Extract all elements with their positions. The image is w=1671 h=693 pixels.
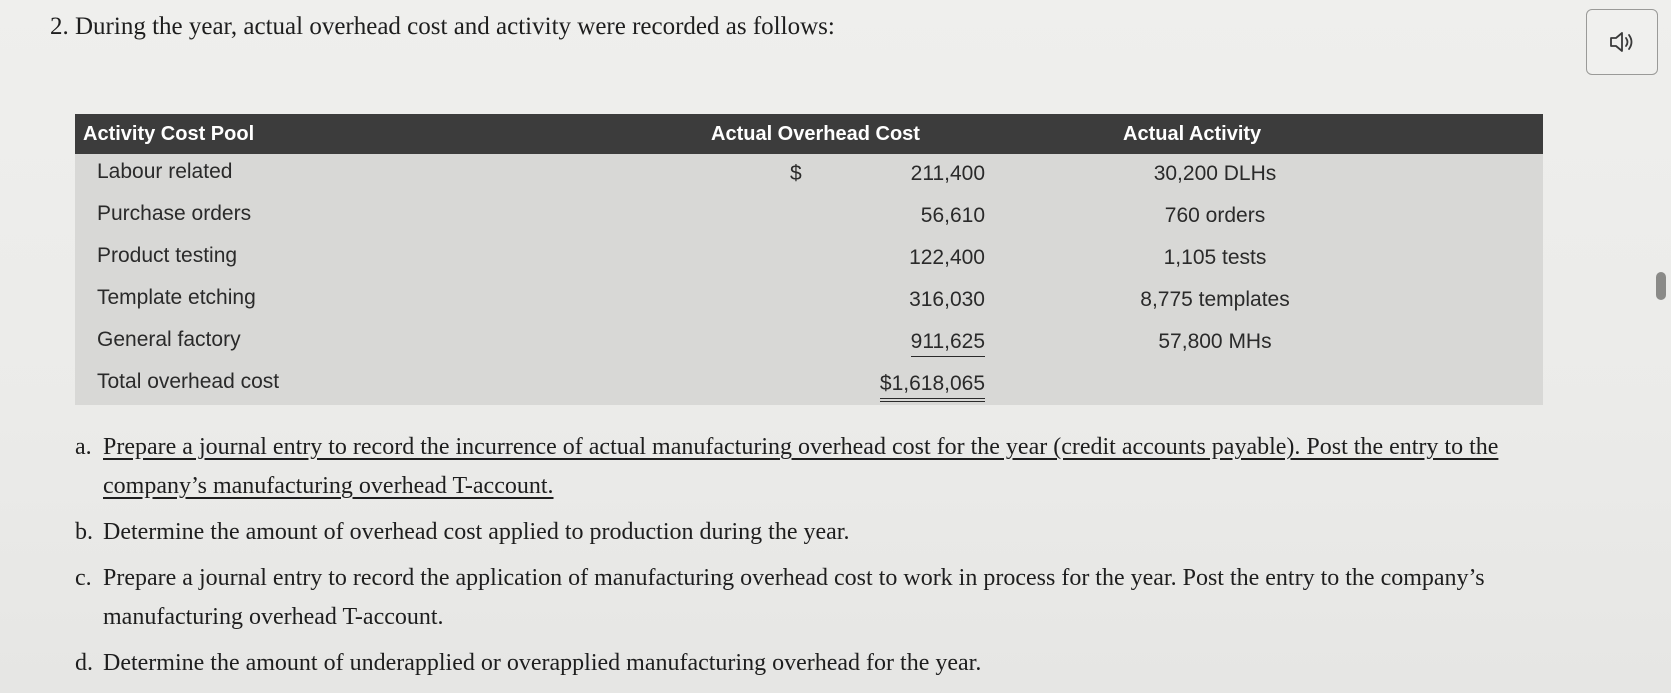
scrollbar-thumb[interactable] xyxy=(1656,272,1666,300)
table-row xyxy=(75,238,1543,280)
pool-cell: Labour related xyxy=(97,160,233,183)
part-text: Prepare a journal entry to record the incurrence of actual manufacturing overhead cost for the year (credit accounts payable). Post the entry to the company’s manufacturing overhead T-account. xyxy=(103,434,1499,499)
cost-cell: 211,400 xyxy=(910,162,985,185)
total-cost-cell: $1,618,065 xyxy=(880,372,985,402)
header-activity-cost-pool: Activity Cost Pool xyxy=(83,123,255,145)
pool-cell: Total overhead cost xyxy=(97,370,280,393)
overhead-table xyxy=(75,114,1543,405)
activity-cell: 30,200 DLHs xyxy=(1153,162,1277,185)
part-letter: a. xyxy=(75,434,92,460)
speaker-icon xyxy=(1608,30,1636,54)
table-row xyxy=(75,280,1543,322)
table-row-total xyxy=(75,364,1543,406)
part-c xyxy=(75,559,1545,637)
pool-cell: Purchase orders xyxy=(97,202,252,225)
audio-button[interactable] xyxy=(1586,9,1658,75)
part-letter: b. xyxy=(75,519,93,545)
part-text: Determine the amount of underapplied or overapplied manufacturing overhead for the year. xyxy=(103,650,982,676)
part-text: Determine the amount of overhead cost applied to production during the year. xyxy=(103,519,850,545)
pool-cell: Template etching xyxy=(97,286,256,309)
part-letter: c. xyxy=(75,565,92,591)
header-actual-activity: Actual Activity xyxy=(1123,123,1262,145)
pool-cell: Product testing xyxy=(97,244,238,267)
dollar-sign: $ xyxy=(790,162,802,185)
table-row xyxy=(75,154,1543,196)
table-row xyxy=(75,196,1543,238)
part-a xyxy=(75,428,1545,506)
part-b xyxy=(75,513,1545,552)
activity-cell: 57,800 MHs xyxy=(1158,330,1272,353)
activity-cell: 760 orders xyxy=(1164,204,1266,227)
question-text: 2. During the year, actual overhead cost and activity were recorded as follows: xyxy=(50,13,835,40)
cost-cell: 316,030 xyxy=(909,288,985,311)
cost-cell: 911,625 xyxy=(911,330,985,357)
activity-cell: 1,105 tests xyxy=(1163,246,1267,269)
table-row xyxy=(75,322,1543,364)
part-d xyxy=(75,644,1545,683)
cost-cell: 122,400 xyxy=(909,246,985,269)
pool-cell: General factory xyxy=(97,328,241,351)
activity-cell: 8,775 templates xyxy=(1140,288,1290,311)
table-header xyxy=(75,114,1543,154)
part-letter: d. xyxy=(75,650,93,676)
header-actual-overhead-cost: Actual Overhead Cost xyxy=(711,123,920,145)
question-parts xyxy=(75,428,1545,690)
cost-cell: 56,610 xyxy=(920,204,985,227)
part-text: Prepare a journal entry to record the application of manufacturing overhead cost to work in process for the year. Post the entry to the company’s manufacturing overhead T-account. xyxy=(103,565,1485,630)
